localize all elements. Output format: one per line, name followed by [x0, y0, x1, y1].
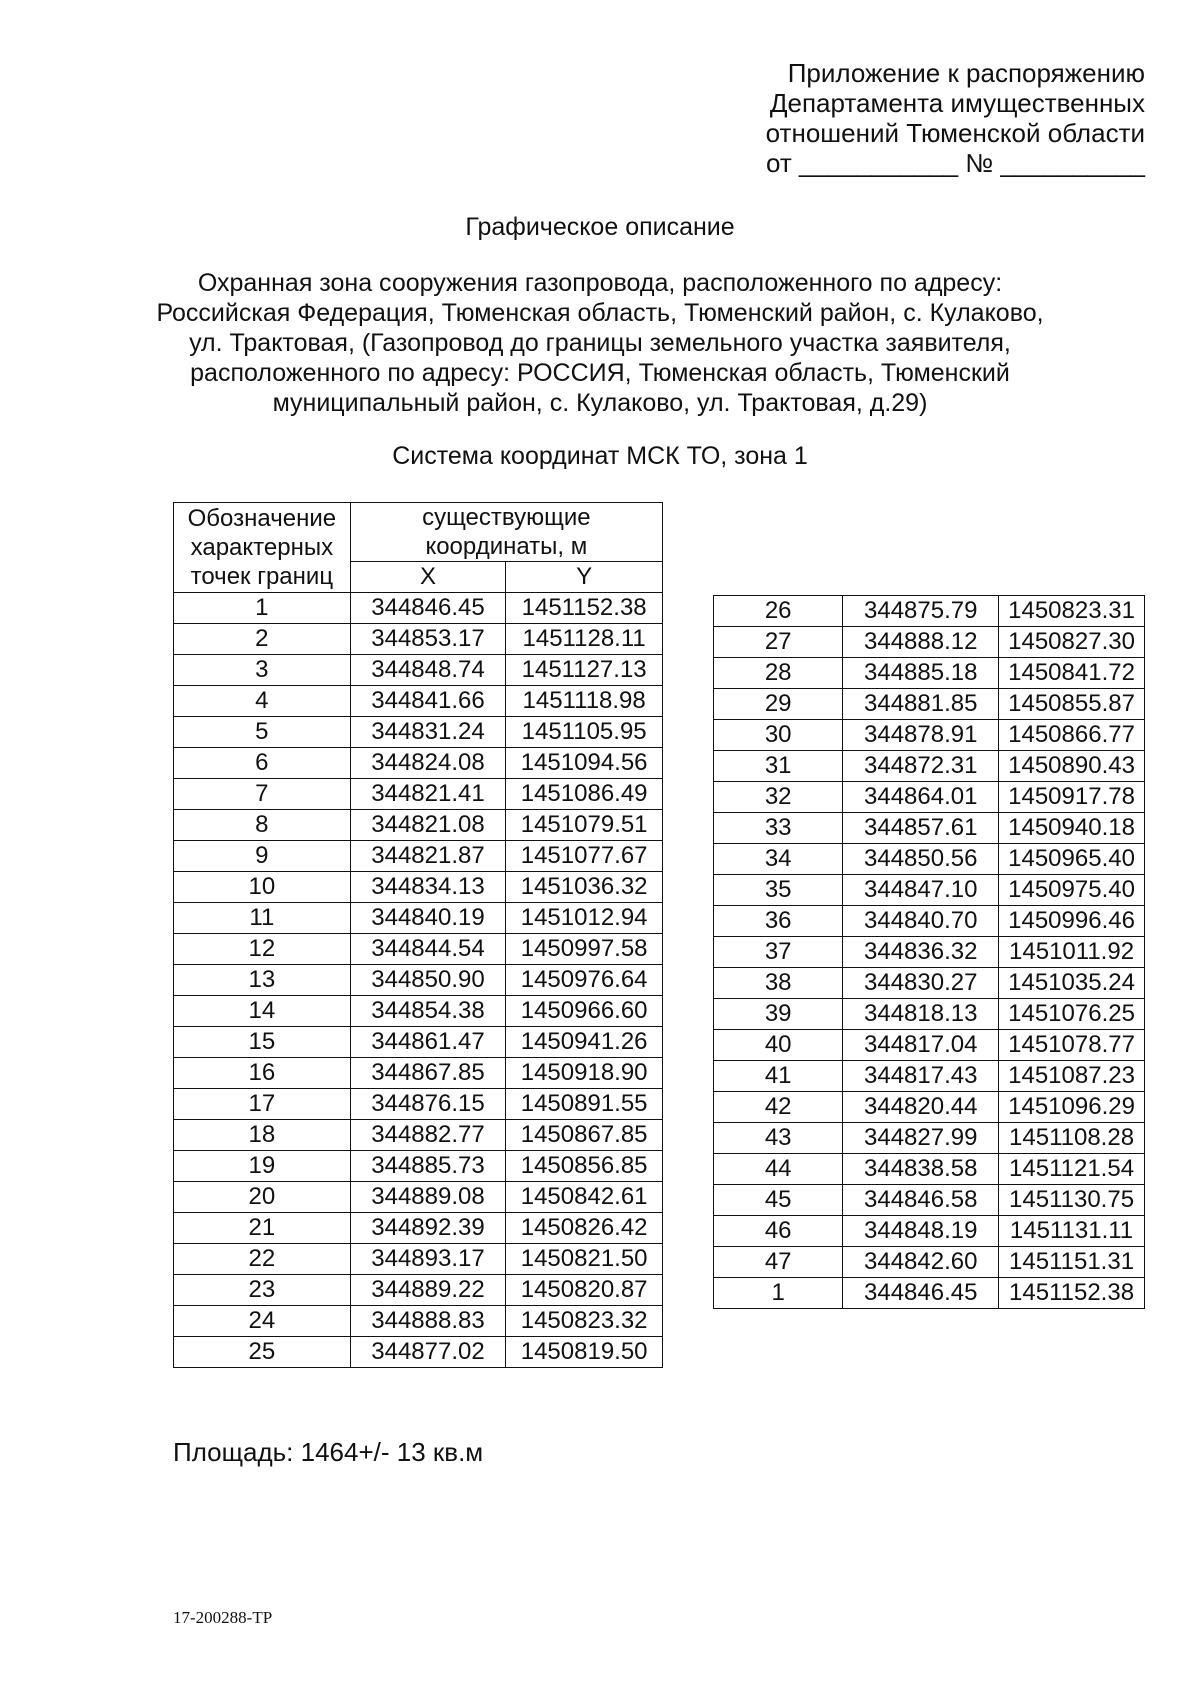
zone-description-line: Российская Федерация, Тюменская область, Тюменский район, с. Кулаково,	[156, 299, 1044, 327]
y-coordinate-cell: 1451011.92	[999, 937, 1145, 968]
x-coordinate-cell: 344846.45	[350, 593, 506, 624]
y-coordinate-cell: 1451087.23	[999, 1061, 1145, 1092]
y-coordinate-cell: 1450918.90	[506, 1058, 663, 1089]
header-x: X	[350, 562, 506, 593]
zone-description-line: ул. Трактовая, (Газопровод до границы земельного участка заявителя,	[189, 329, 1011, 357]
y-coordinate-cell: 1450841.72	[999, 658, 1145, 689]
y-coordinate-cell: 1451077.67	[506, 841, 663, 872]
y-coordinate-cell: 1450996.46	[999, 906, 1145, 937]
table-row	[714, 658, 1145, 689]
point-number-cell: 37	[714, 937, 843, 968]
y-coordinate-cell: 1451128.11	[506, 624, 663, 655]
table-row	[714, 937, 1145, 968]
point-number-cell: 25	[174, 1337, 351, 1368]
y-coordinate-cell: 1450820.87	[506, 1275, 663, 1306]
y-coordinate-cell: 1451151.31	[999, 1247, 1145, 1278]
point-number-cell: 2	[174, 624, 351, 655]
x-coordinate-cell: 344824.08	[350, 748, 506, 779]
header-existing-coordinates: существующие координаты, м	[350, 503, 662, 562]
table-row	[714, 875, 1145, 906]
point-number-cell: 44	[714, 1154, 843, 1185]
point-number-cell: 33	[714, 813, 843, 844]
table-row	[174, 903, 663, 934]
coordinate-system-label: Система координат МСК ТО, зона 1	[392, 442, 808, 470]
table-row	[174, 1089, 663, 1120]
appendix-date-number-line: от ___________ № __________	[765, 148, 1145, 178]
point-number-cell: 4	[174, 686, 351, 717]
y-coordinate-cell: 1450867.85	[506, 1120, 663, 1151]
y-coordinate-cell: 1450997.58	[506, 934, 663, 965]
point-number-cell: 10	[174, 872, 351, 903]
table-row	[174, 1182, 663, 1213]
zone-description-line: расположенного по адресу: РОССИЯ, Тюменская область, Тюменский	[190, 359, 1010, 387]
point-number-cell: 36	[714, 906, 843, 937]
point-number-cell: 6	[174, 748, 351, 779]
table-row	[714, 720, 1145, 751]
table-row	[714, 968, 1145, 999]
right-table-body	[714, 596, 1145, 1309]
x-coordinate-cell: 344848.74	[350, 655, 506, 686]
y-coordinate-cell: 1451118.98	[506, 686, 663, 717]
table-row	[174, 779, 663, 810]
point-number-cell: 41	[714, 1061, 843, 1092]
x-coordinate-cell: 344821.08	[350, 810, 506, 841]
table-row	[174, 1337, 663, 1368]
x-coordinate-cell: 344820.44	[843, 1092, 999, 1123]
table-row	[714, 1185, 1145, 1216]
y-coordinate-cell: 1450823.32	[506, 1306, 663, 1337]
x-coordinate-cell: 344857.61	[843, 813, 999, 844]
point-number-cell: 35	[714, 875, 843, 906]
table-row	[174, 841, 663, 872]
point-number-cell: 28	[714, 658, 843, 689]
table-row	[174, 1120, 663, 1151]
y-coordinate-cell: 1450821.50	[506, 1244, 663, 1275]
x-coordinate-cell: 344889.08	[350, 1182, 506, 1213]
y-coordinate-cell: 1450842.61	[506, 1182, 663, 1213]
appendix-line: Департамента имущественных	[769, 88, 1145, 118]
y-coordinate-cell: 1451105.95	[506, 717, 663, 748]
table-row	[174, 1244, 663, 1275]
x-coordinate-cell: 344867.85	[350, 1058, 506, 1089]
x-coordinate-cell: 344854.38	[350, 996, 506, 1027]
x-coordinate-cell: 344850.90	[350, 965, 506, 996]
appendix-line: Приложение к распоряжению	[787, 58, 1145, 88]
table-row	[714, 782, 1145, 813]
header-y: Y	[506, 562, 663, 593]
table-row	[714, 1123, 1145, 1154]
x-coordinate-cell: 344893.17	[350, 1244, 506, 1275]
table-row	[714, 1061, 1145, 1092]
appendix-block	[625, 58, 1145, 178]
x-coordinate-cell: 344875.79	[843, 596, 999, 627]
table-row	[714, 1092, 1145, 1123]
x-coordinate-cell: 344830.27	[843, 968, 999, 999]
point-number-cell: 11	[174, 903, 351, 934]
table-row	[174, 593, 663, 624]
point-number-cell: 40	[714, 1030, 843, 1061]
point-number-cell: 1	[714, 1278, 843, 1309]
table-row	[174, 686, 663, 717]
x-coordinate-cell: 344876.15	[350, 1089, 506, 1120]
point-number-cell: 12	[174, 934, 351, 965]
header-point-designation: Обозначение характерных точек границ	[174, 503, 351, 593]
table-row	[714, 906, 1145, 937]
x-coordinate-cell: 344847.10	[843, 875, 999, 906]
y-coordinate-cell: 1450965.40	[999, 844, 1145, 875]
x-coordinate-cell: 344850.56	[843, 844, 999, 875]
table-row	[714, 751, 1145, 782]
table-row	[174, 624, 663, 655]
x-coordinate-cell: 344836.32	[843, 937, 999, 968]
y-coordinate-cell: 1451086.49	[506, 779, 663, 810]
y-coordinate-cell: 1451078.77	[999, 1030, 1145, 1061]
point-number-cell: 21	[174, 1213, 351, 1244]
x-coordinate-cell: 344888.83	[350, 1306, 506, 1337]
y-coordinate-cell: 1451096.29	[999, 1092, 1145, 1123]
x-coordinate-cell: 344834.13	[350, 872, 506, 903]
y-coordinate-cell: 1450823.31	[999, 596, 1145, 627]
point-number-cell: 47	[714, 1247, 843, 1278]
table-row	[714, 1216, 1145, 1247]
x-coordinate-cell: 344885.18	[843, 658, 999, 689]
table-row	[174, 1275, 663, 1306]
y-coordinate-cell: 1450890.43	[999, 751, 1145, 782]
point-number-cell: 27	[714, 627, 843, 658]
y-coordinate-cell: 1450976.64	[506, 965, 663, 996]
zone-description-line: муниципальный район, с. Кулаково, ул. Трактовая, д.29)	[272, 389, 928, 417]
x-coordinate-cell: 344827.99	[843, 1123, 999, 1154]
y-coordinate-cell: 1450940.18	[999, 813, 1145, 844]
table-row	[174, 1306, 663, 1337]
table-row	[714, 1247, 1145, 1278]
x-coordinate-cell: 344877.02	[350, 1337, 506, 1368]
point-number-cell: 13	[174, 965, 351, 996]
table-row	[174, 655, 663, 686]
x-coordinate-cell: 344831.24	[350, 717, 506, 748]
y-coordinate-cell: 1450891.55	[506, 1089, 663, 1120]
x-coordinate-cell: 344848.19	[843, 1216, 999, 1247]
point-number-cell: 18	[174, 1120, 351, 1151]
y-coordinate-cell: 1451152.38	[999, 1278, 1145, 1309]
point-number-cell: 3	[174, 655, 351, 686]
point-number-cell: 8	[174, 810, 351, 841]
table-row	[714, 627, 1145, 658]
x-coordinate-cell: 344885.73	[350, 1151, 506, 1182]
table-row	[174, 1213, 663, 1244]
x-coordinate-cell: 344846.45	[843, 1278, 999, 1309]
table-row	[174, 1151, 663, 1182]
table-row	[174, 934, 663, 965]
x-coordinate-cell: 344864.01	[843, 782, 999, 813]
y-coordinate-cell: 1450819.50	[506, 1337, 663, 1368]
x-coordinate-cell: 344818.13	[843, 999, 999, 1030]
document-code: 17-200288-ТР	[173, 1608, 273, 1627]
y-coordinate-cell: 1451121.54	[999, 1154, 1145, 1185]
table-row	[174, 717, 663, 748]
table-row	[174, 996, 663, 1027]
point-number-cell: 17	[174, 1089, 351, 1120]
y-coordinate-cell: 1450827.30	[999, 627, 1145, 658]
table-row	[714, 1030, 1145, 1061]
x-coordinate-cell: 344878.91	[843, 720, 999, 751]
point-number-cell: 45	[714, 1185, 843, 1216]
x-coordinate-cell: 344817.04	[843, 1030, 999, 1061]
x-coordinate-cell: 344889.22	[350, 1275, 506, 1306]
x-coordinate-cell: 344882.77	[350, 1120, 506, 1151]
x-coordinate-cell: 344817.43	[843, 1061, 999, 1092]
table-row	[714, 596, 1145, 627]
table-row	[714, 1154, 1145, 1185]
x-coordinate-cell: 344840.70	[843, 906, 999, 937]
zone-description-line: Охранная зона сооружения газопровода, расположенного по адресу:	[197, 269, 1003, 297]
x-coordinate-cell: 344872.31	[843, 751, 999, 782]
point-number-cell: 24	[174, 1306, 351, 1337]
y-coordinate-cell: 1450856.85	[506, 1151, 663, 1182]
y-coordinate-cell: 1451012.94	[506, 903, 663, 934]
left-table-body	[174, 593, 663, 1368]
point-number-cell: 23	[174, 1275, 351, 1306]
table-row	[714, 1278, 1145, 1309]
y-coordinate-cell: 1451094.56	[506, 748, 663, 779]
table-row	[174, 1058, 663, 1089]
y-coordinate-cell: 1451079.51	[506, 810, 663, 841]
y-coordinate-cell: 1451076.25	[999, 999, 1145, 1030]
coordinates-table-right	[713, 595, 1145, 1309]
table-row	[174, 965, 663, 996]
y-coordinate-cell: 1450975.40	[999, 875, 1145, 906]
y-coordinate-cell: 1450966.60	[506, 996, 663, 1027]
point-number-cell: 16	[174, 1058, 351, 1089]
y-coordinate-cell: 1450941.26	[506, 1027, 663, 1058]
point-number-cell: 7	[174, 779, 351, 810]
point-number-cell: 9	[174, 841, 351, 872]
document-title: Графическое описание	[465, 213, 735, 241]
table-row	[174, 1027, 663, 1058]
x-coordinate-cell: 344881.85	[843, 689, 999, 720]
x-coordinate-cell: 344861.47	[350, 1027, 506, 1058]
point-number-cell: 43	[714, 1123, 843, 1154]
y-coordinate-cell: 1450866.77	[999, 720, 1145, 751]
y-coordinate-cell: 1451131.11	[999, 1216, 1145, 1247]
point-number-cell: 26	[714, 596, 843, 627]
y-coordinate-cell: 1450855.87	[999, 689, 1145, 720]
point-number-cell: 14	[174, 996, 351, 1027]
table-row	[714, 813, 1145, 844]
point-number-cell: 30	[714, 720, 843, 751]
y-coordinate-cell: 1450826.42	[506, 1213, 663, 1244]
x-coordinate-cell: 344846.58	[843, 1185, 999, 1216]
point-number-cell: 5	[174, 717, 351, 748]
point-number-cell: 1	[174, 593, 351, 624]
x-coordinate-cell: 344821.41	[350, 779, 506, 810]
table-row	[174, 872, 663, 903]
y-coordinate-cell: 1451108.28	[999, 1123, 1145, 1154]
coordinates-table-left	[173, 502, 663, 1368]
point-number-cell: 38	[714, 968, 843, 999]
area-text: Площадь: 1464+/- 13 кв.м	[173, 1437, 484, 1467]
x-coordinate-cell: 344888.12	[843, 627, 999, 658]
point-number-cell: 31	[714, 751, 843, 782]
table-row	[174, 810, 663, 841]
point-number-cell: 32	[714, 782, 843, 813]
y-coordinate-cell: 1451152.38	[506, 593, 663, 624]
table-row	[714, 844, 1145, 875]
point-number-cell: 19	[174, 1151, 351, 1182]
y-coordinate-cell: 1451036.32	[506, 872, 663, 903]
zone-description	[100, 268, 1100, 418]
point-number-cell: 42	[714, 1092, 843, 1123]
x-coordinate-cell: 344840.19	[350, 903, 506, 934]
point-number-cell: 15	[174, 1027, 351, 1058]
y-coordinate-cell: 1451035.24	[999, 968, 1145, 999]
point-number-cell: 39	[714, 999, 843, 1030]
table-row	[714, 999, 1145, 1030]
point-number-cell: 20	[174, 1182, 351, 1213]
table-row	[714, 689, 1145, 720]
table-row	[174, 748, 663, 779]
y-coordinate-cell: 1451127.13	[506, 655, 663, 686]
appendix-line: отношений Тюменской области	[765, 118, 1145, 148]
point-number-cell: 34	[714, 844, 843, 875]
point-number-cell: 22	[174, 1244, 351, 1275]
x-coordinate-cell: 344844.54	[350, 934, 506, 965]
x-coordinate-cell: 344821.87	[350, 841, 506, 872]
y-coordinate-cell: 1450917.78	[999, 782, 1145, 813]
point-number-cell: 46	[714, 1216, 843, 1247]
y-coordinate-cell: 1451130.75	[999, 1185, 1145, 1216]
x-coordinate-cell: 344853.17	[350, 624, 506, 655]
x-coordinate-cell: 344842.60	[843, 1247, 999, 1278]
x-coordinate-cell: 344841.66	[350, 686, 506, 717]
x-coordinate-cell: 344892.39	[350, 1213, 506, 1244]
x-coordinate-cell: 344838.58	[843, 1154, 999, 1185]
point-number-cell: 29	[714, 689, 843, 720]
